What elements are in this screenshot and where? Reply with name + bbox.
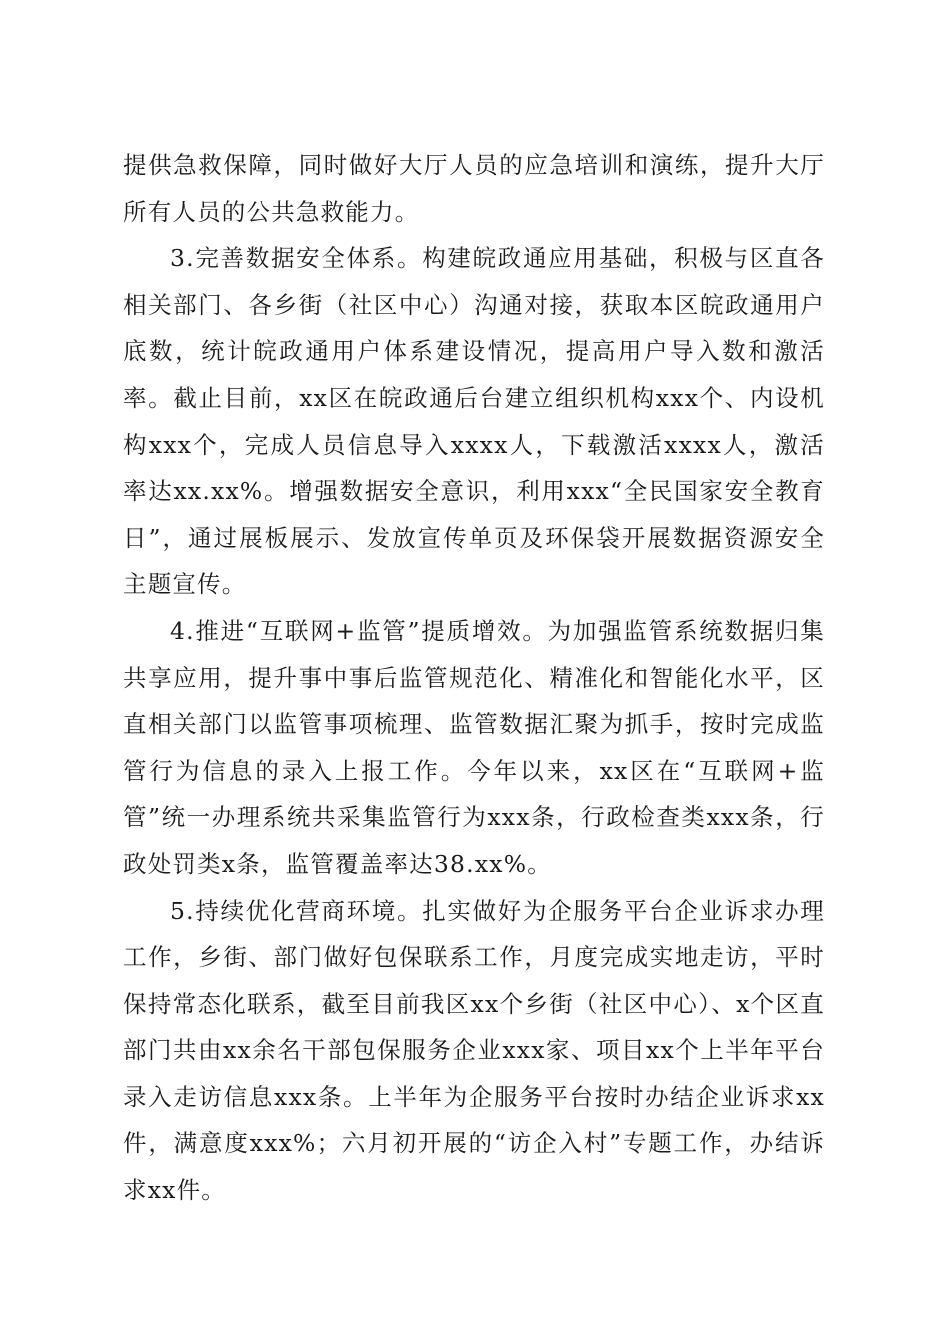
paragraph-business-environment: 5.持续优化营商环境。扎实做好为企服务平台企业诉求办理工作，乡街、部门做好包保联系工作，月度完成实地走访，平时保持常态化联系，截至目前我区xx个乡街（社区中心）、x个区直部门共由xx余名干部包保服务企业xxx家、项目xx个上半年平台录入走访信息xxx条。上半年为企服务平台按时办结企业诉求xx件，满意度xxx%；六月初开展的“访企入村”专题工作，办结诉求xx件。	[123, 896, 825, 1205]
paragraph-emergency-rescue-continuation: 提供急救保障，同时做好大厅人员的应急培训和演练，提升大厅所有人员的公共急救能力。	[123, 151, 825, 226]
document-body	[123, 142, 825, 1214]
paragraph-data-security-system: 3.完善数据安全体系。构建皖政通应用基础，积极与区直各相关部门、各乡街（社区中心）沟通对接，获取本区皖政通用户底数，统计皖政通用户体系建设情况，提高用户导入数和激活率。截止目前，xx区在皖政通后台建立组织机构xxx个、内设机构xxx个，完成人员信息导入xxxx人，下载激活xxxx人，激活率达xx.xx%。增强数据安全意识，利用xxx“全民国家安全教育日”，通过展板展示、发放宣传单页及环保袋开展数据资源安全主题宣传。	[123, 244, 825, 599]
paragraph-internet-plus-supervision: 4.推进“互联网+监管”提质增效。为加强监管系统数据归集共享应用，提升事中事后监管规范化、精准化和智能化水平，区直相关部门以监管事项梳理、监管数据汇聚为抓手，按时完成监管行为信息的录入上报工作。今年以来，xx区在“互联网+监管”统一办理系统共采集监管行为xxx条，行政检查类xxx条，行政处罚类x条，监管覆盖率达38.xx%。	[123, 616, 825, 878]
